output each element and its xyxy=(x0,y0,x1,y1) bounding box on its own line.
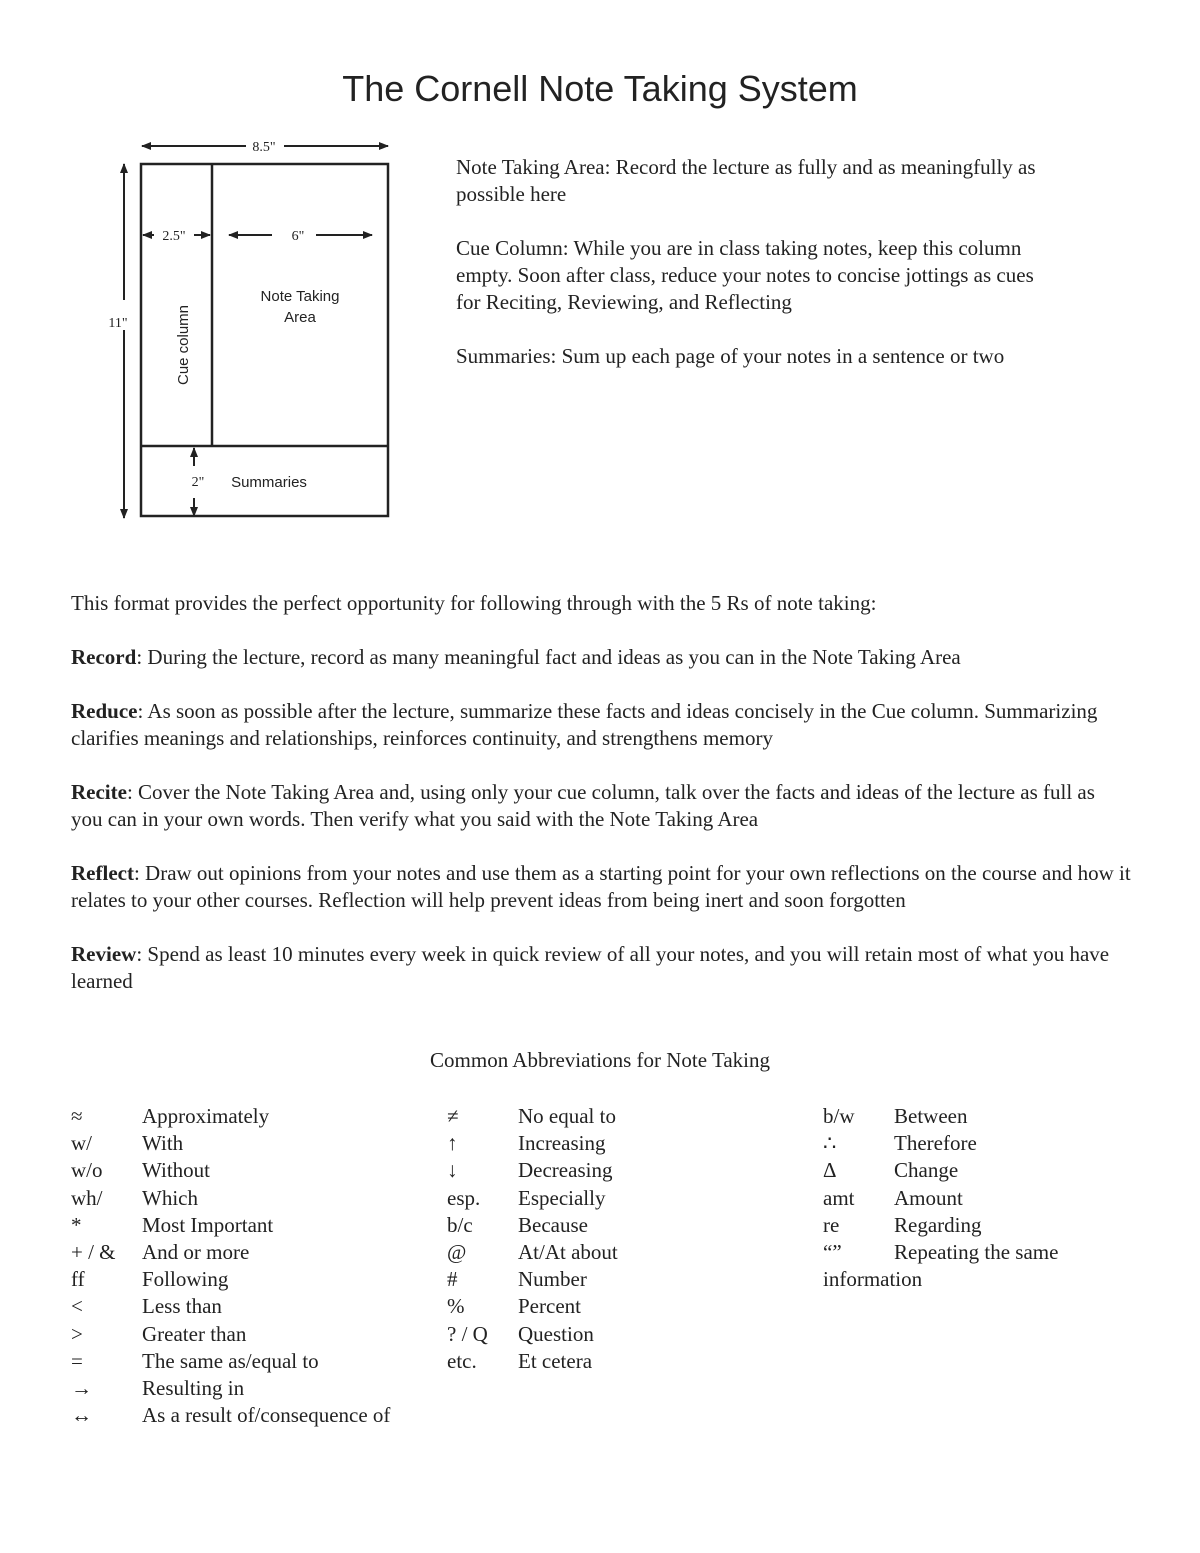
abbreviation-symbol: b/w xyxy=(823,1104,855,1128)
reflect-term: Reflect xyxy=(71,861,134,885)
abbreviation-meaning: At/At about xyxy=(518,1240,618,1265)
notes-area-label-1: Note Taking xyxy=(260,288,340,305)
abbreviation-row xyxy=(71,1130,390,1157)
abbreviation-symbol: + / & xyxy=(71,1240,116,1265)
abbreviation-symbol: w/o xyxy=(71,1158,103,1183)
abbreviation-symbol: “” xyxy=(823,1240,842,1265)
summaries-definition: Summaries: Sum up each page of your notes in a sentence or two xyxy=(456,344,1005,368)
reflect-text: : Draw out opinions from your notes and use them as a starting point for your own reflections on the course and how it relates to your other courses. Reflection will help prevent ideas from being inert and soon forgotten xyxy=(71,861,1131,912)
abbreviation-symbol: ≈ xyxy=(71,1104,83,1128)
notes-width-label: 6" xyxy=(291,229,305,244)
height-label: 11" xyxy=(108,316,128,331)
abbreviation-meaning: Following xyxy=(142,1267,229,1292)
abbreviation-meaning: Greater than xyxy=(142,1321,247,1346)
abbreviation-symbol: ↓ xyxy=(447,1158,458,1183)
abbreviation-meaning: Resulting in xyxy=(142,1376,245,1401)
abbreviation-meaning: Most Important xyxy=(142,1212,274,1237)
abbreviation-symbol: → xyxy=(71,1376,92,1401)
abbreviation-symbol: * xyxy=(71,1212,82,1237)
abbreviation-row xyxy=(71,1375,390,1402)
reduce-paragraph xyxy=(71,698,1131,752)
review-paragraph xyxy=(71,941,1131,995)
abbreviations-column-2 xyxy=(447,1103,618,1375)
cue-column-label: Cue column xyxy=(175,304,192,386)
summaries-label: Summaries xyxy=(231,474,307,491)
abbreviation-symbol: ↑ xyxy=(447,1131,458,1156)
abbreviation-meaning: As a result of/consequence of xyxy=(142,1403,391,1428)
abbreviation-symbol: ? / Q xyxy=(447,1321,488,1346)
abbreviation-row xyxy=(71,1212,390,1239)
abbreviation-symbol: ↔ xyxy=(71,1403,92,1428)
intro-text: This format provides the perfect opportunity for following through with the 5 Rs of note taking: xyxy=(71,591,877,615)
reduce-term: Reduce xyxy=(71,699,138,723)
abbreviation-row xyxy=(447,1157,618,1184)
abbreviation-meaning: Percent xyxy=(518,1294,581,1319)
abbreviation-row xyxy=(71,1348,390,1375)
width-label: 8.5" xyxy=(252,140,276,155)
abbreviation-row xyxy=(71,1402,390,1429)
abbreviation-row xyxy=(71,1293,390,1320)
abbreviation-row xyxy=(447,1266,618,1293)
abbreviation-symbol: % xyxy=(447,1294,465,1319)
recite-paragraph xyxy=(71,779,1131,833)
note-taking-definition: Note Taking Area: Record the lecture as fully and as meaningfully as possible here xyxy=(456,155,1036,206)
page-title: The Cornell Note Taking System xyxy=(342,68,858,109)
abbreviation-symbol: < xyxy=(71,1294,83,1319)
section-definitions xyxy=(456,154,1056,397)
abbreviation-meaning: Regarding xyxy=(894,1212,982,1237)
abbreviation-row xyxy=(823,1157,1058,1184)
abbreviation-symbol: Δ xyxy=(823,1158,837,1183)
abbreviation-row xyxy=(71,1239,390,1266)
abbreviation-symbol: amt xyxy=(823,1185,855,1210)
abbreviation-row xyxy=(71,1266,390,1293)
abbreviation-row xyxy=(823,1185,1058,1212)
abbreviation-row xyxy=(823,1130,1058,1157)
abbreviation-row xyxy=(447,1212,618,1239)
abbreviation-row xyxy=(71,1185,390,1212)
record-text: : During the lecture, record as many meaningful fact and ideas as you can in the Note Taking Area xyxy=(136,645,961,669)
abbreviation-row xyxy=(71,1157,390,1184)
abbreviation-meaning: Question xyxy=(518,1321,594,1346)
cue-column-definition: Cue Column: While you are in class taking notes, keep this column empty. Soon after class, reduce your notes to concise jottings as cues for Reciting, Reviewing, and Reflecting xyxy=(456,236,1034,314)
abbreviation-meaning: Decreasing xyxy=(518,1158,613,1183)
abbreviation-row xyxy=(71,1103,390,1130)
five-rs-list xyxy=(71,644,1131,1022)
abbreviation-meaning: Especially xyxy=(518,1185,606,1210)
summary-height-label: 2" xyxy=(191,475,205,490)
abbreviations-column-1 xyxy=(71,1103,390,1429)
abbreviation-meaning: With xyxy=(142,1131,184,1156)
abbreviation-row xyxy=(823,1212,1058,1239)
abbreviation-meaning: Therefore xyxy=(894,1131,977,1156)
abbreviation-row xyxy=(447,1321,618,1348)
abbreviations-title: Common Abbreviations for Note Taking xyxy=(430,1048,770,1072)
abbreviation-meaning: Repeating the same xyxy=(894,1240,1059,1265)
abbreviation-row xyxy=(447,1185,618,1212)
review-text: : Spend as least 10 minutes every week in quick review of all your notes, and you will retain most of what you have learned xyxy=(71,942,1110,993)
recite-text: : Cover the Note Taking Area and, using only your cue column, talk over the facts and ideas of the lecture as full as you can in your own words. Then verify what you said with the Note Taking Area xyxy=(71,780,1095,831)
abbreviation-meaning: Which xyxy=(142,1185,198,1210)
reflect-paragraph xyxy=(71,860,1131,914)
abbreviation-meaning: Less than xyxy=(142,1294,222,1319)
review-term: Review xyxy=(71,942,137,966)
abbreviation-meaning: Et cetera xyxy=(518,1348,593,1373)
abbreviation-meaning: No equal to xyxy=(518,1104,616,1128)
abbreviation-symbol: esp. xyxy=(447,1185,481,1210)
notes-area-label-2: Area xyxy=(284,309,316,326)
abbreviation-meaning: Amount xyxy=(894,1185,963,1210)
abbreviation-row xyxy=(447,1293,618,1320)
abbreviation-meaning: Because xyxy=(518,1212,588,1237)
abbreviation-continuation: information xyxy=(823,1267,923,1292)
abbreviation-symbol: b/c xyxy=(447,1212,473,1237)
abbreviation-row xyxy=(823,1239,1058,1266)
abbreviation-meaning: Between xyxy=(894,1104,968,1128)
abbreviation-symbol: w/ xyxy=(71,1131,92,1156)
record-term: Record xyxy=(71,645,137,669)
recite-term: Recite xyxy=(71,780,127,804)
abbreviation-row xyxy=(447,1130,618,1157)
abbreviation-row xyxy=(823,1103,1058,1130)
cue-width-label: 2.5" xyxy=(162,229,186,244)
abbreviation-meaning: Approximately xyxy=(142,1104,270,1128)
abbreviation-symbol: @ xyxy=(447,1240,467,1265)
abbreviation-meaning: Change xyxy=(894,1158,959,1183)
abbreviation-meaning: Number xyxy=(518,1267,587,1292)
abbreviation-symbol: ff xyxy=(71,1267,85,1292)
abbreviation-symbol: ≠ xyxy=(447,1104,459,1128)
abbreviation-row xyxy=(447,1348,618,1375)
abbreviation-meaning: And or more xyxy=(142,1240,250,1265)
abbreviation-row xyxy=(71,1321,390,1348)
abbreviation-symbol: # xyxy=(447,1267,458,1292)
abbreviation-row xyxy=(447,1103,618,1130)
reduce-text: : As soon as possible after the lecture, summarize these facts and ideas concisely in the Cue column. Summarizing clarifies meanings and relationships, reinforces continuity, and strengthens memory xyxy=(71,699,1098,750)
abbreviation-symbol: etc. xyxy=(447,1348,477,1373)
abbreviation-meaning: Increasing xyxy=(518,1131,606,1156)
abbreviation-symbol: wh/ xyxy=(71,1185,103,1210)
abbreviation-symbol: ∴ xyxy=(823,1131,837,1156)
abbreviation-meaning: Without xyxy=(142,1158,210,1183)
abbreviation-row xyxy=(447,1239,618,1266)
cornell-layout-diagram xyxy=(96,130,416,530)
abbreviation-symbol: re xyxy=(823,1212,840,1237)
record-paragraph xyxy=(71,644,1131,671)
abbreviation-meaning: The same as/equal to xyxy=(142,1348,319,1373)
abbreviation-symbol: > xyxy=(71,1321,83,1346)
abbreviation-symbol: = xyxy=(71,1348,83,1373)
abbreviations-column-3 xyxy=(823,1103,1058,1293)
